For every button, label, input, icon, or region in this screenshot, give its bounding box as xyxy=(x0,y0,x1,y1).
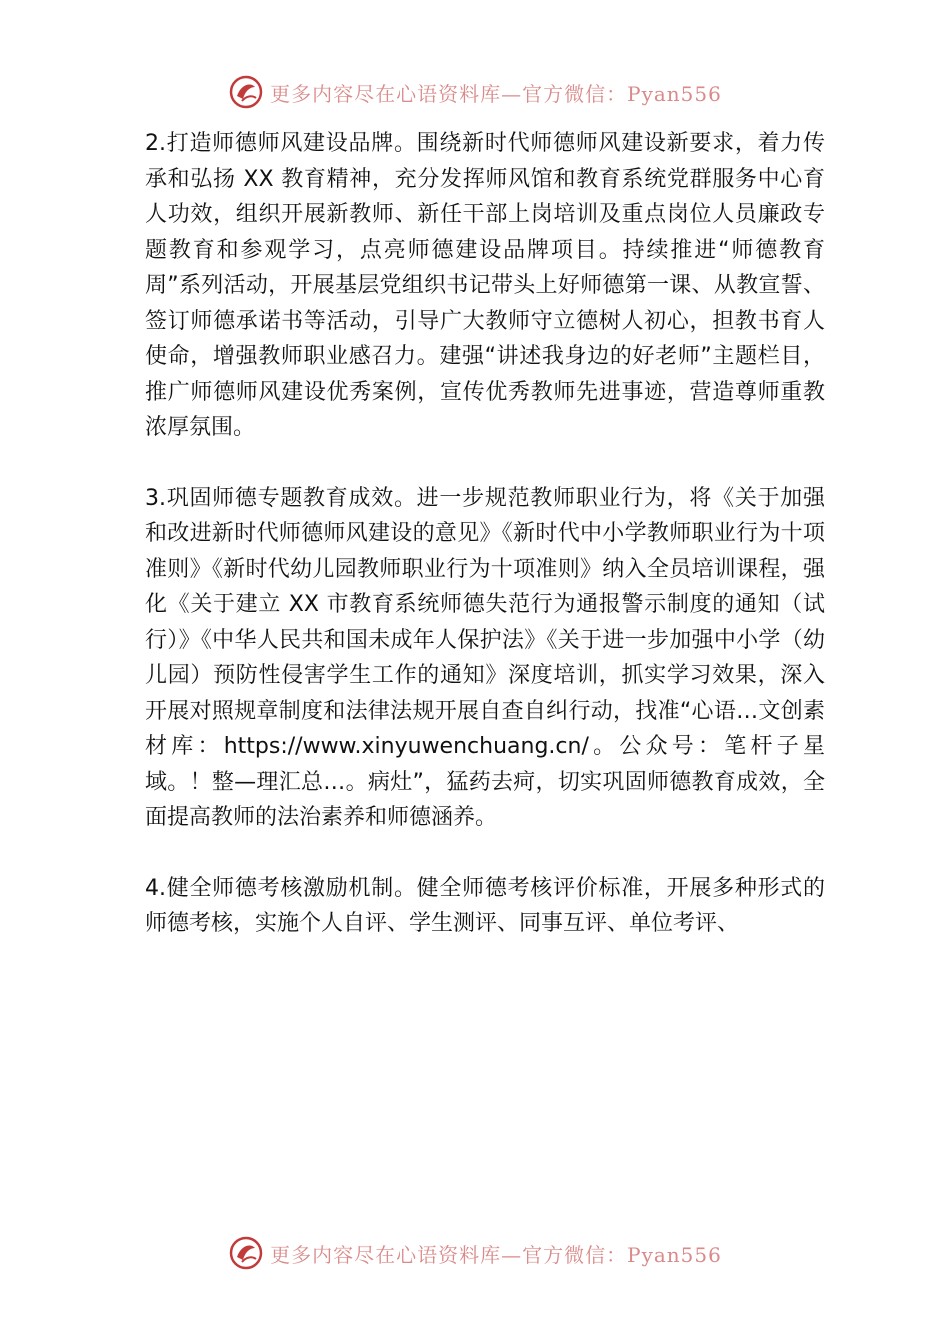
paragraph-3: 3.巩固师德专题教育成效。进一步规范教师职业行为，将《关于加强和改进新时代师德师风建设的意见》《新时代中小学教师职业行为十项准则》《新时代幼儿园教师职业行为十项准则》纳入全员培训课程，强化《关于建立 XX 市教育系统师德失范行为通报警示制度的通知（试行）》《中华人民共和国未成年人保护法》《关于进一步加强中小学（幼儿园）预防性侵害学生工作的通知》深度培训，抓实学习效果，深入开展对照规章制度和法律法规开展自查自纠行动，找准“心语…文创素材库：https://www.xinyuwenchuang.cn/。公众号：笔杆子星域。！整—理汇总…。病灶”，猛药去疴，切实巩固师德教育成效，全面提高教师的法治素养和师德涵养。 xyxy=(145,485,825,830)
paragraph-2: 2.打造师德师风建设品牌。围绕新时代师德师风建设新要求，着力传承和弘扬 XX 教育精神，充分发挥师风馆和教育系统党群服务中心育人功效，组织开展新教师、新任干部上岗培训及重点岗位人员廉政专题教育和参观学习，点亮师德建设品牌项目。持续推进“师德教育周”系列活动，开展基层党组织书记带头上好师德第一课、从教宣誓、签订师德承诺书等活动，引导广大教师守立德树人初心，担教书育人使命，增强教师职业感召力。建强“讲述我身边的好老师”主题栏目，推广师德师风建设优秀案例，宣传优秀教师先进事迹，营造尊师重教浓厚氛围。 xyxy=(145,131,825,440)
footer-banner-text: 更多内容尽在心语资料库—官方微信：Pyan556 xyxy=(270,1242,722,1267)
header-banner xyxy=(0,70,950,114)
seal-logo-icon xyxy=(228,74,264,110)
footer-banner xyxy=(0,1231,950,1275)
header-banner-text: 更多内容尽在心语资料库—官方微信：Pyan556 xyxy=(270,81,722,106)
document-body xyxy=(145,126,825,977)
paragraph-4: 4.健全师德考核激励机制。健全师德考核评价标准，开展多种形式的师德考核，实施个人自评、学生测评、同事互评、单位考评、 xyxy=(145,875,825,936)
seal-logo-icon xyxy=(228,1235,264,1271)
